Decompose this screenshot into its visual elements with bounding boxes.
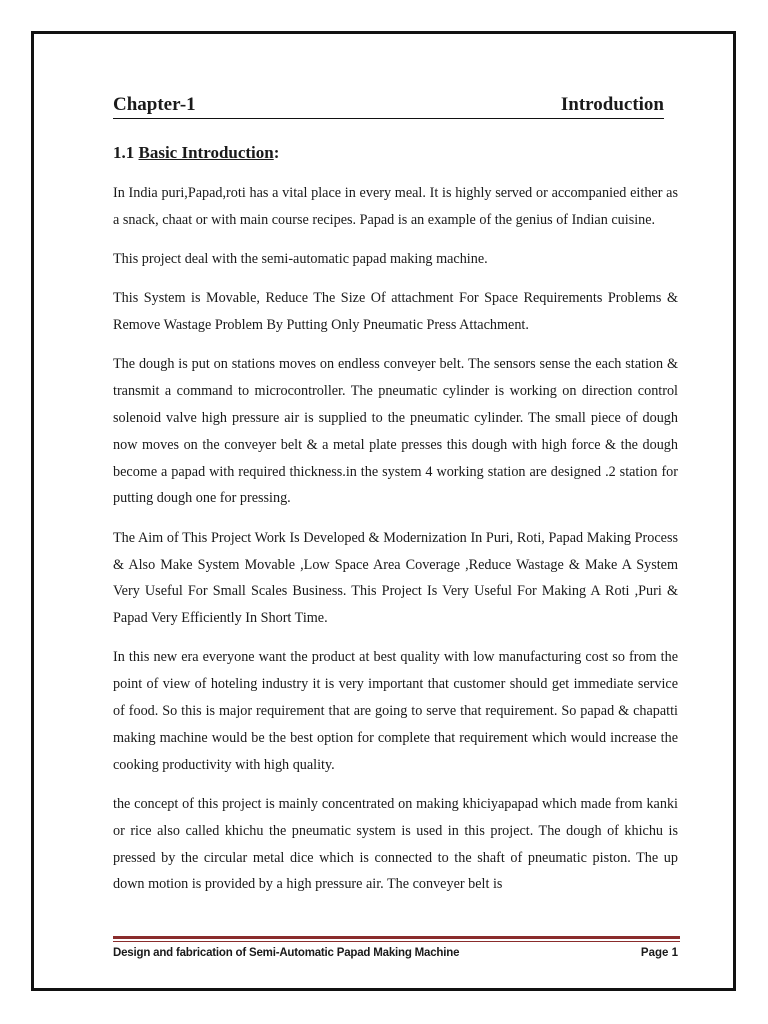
paragraph: The dough is put on stations moves on endless conveyer belt. The sensors sense the each station & transmit a command to microcontroller. The pneumatic cylinder is working on direction control solenoid valve high pressure air is supplied to the pneumatic cylinder. The small piece of dough now moves on the conveyer belt & a metal plate presses this dough with high force & the dough become a papad with required thickness.in the system 4 working station are designed .2 station for putting dough one for pressing.: [113, 356, 678, 507]
section-title: [113, 141, 279, 165]
chapter-title: Introduction: [560, 94, 664, 115]
paragraph: In this new era everyone want the product at best quality with low manufacturing cost so from the point of view of hoteling industry it is very important that customer should get immediate service of food. So this is major requirement that are going to serve that requirement. So papad & chapatti making machine would be the best option for complete that requirement which would increase the cooking productivity with high quality.: [113, 649, 678, 773]
chapter-heading: [113, 92, 664, 119]
paragraph: The Aim of This Project Work Is Developed & Modernization In Puri, Roti, Papad Making Process & Also Make System Movable ,Low Space Area Coverage ,Reduce Wastage & Make A System Very Useful For Small Scales Business. This Project Is Very Useful For Making A Roti ,Puri & Papad Very Efficiently In Short Time.: [113, 529, 678, 627]
paragraph: This project deal with the semi-automatic papad making machine.: [113, 251, 488, 268]
paragraph: This System is Movable, Reduce The Size Of attachment For Space Requirements Problems & Remove Wastage Problem By Putting Only Pneumatic Press Attachment.: [113, 290, 678, 334]
footer-page-number: Page 1: [640, 947, 678, 959]
footer-document-title: Design and fabrication of Semi-Automatic Papad Making Machine: [113, 947, 460, 959]
paragraph: In India puri,Papad,roti has a vital place in every meal. It is highly served or accompanied either as a snack, chaat or with main course recipes. Papad is an example of the genius of Indian cuisine.: [113, 185, 678, 228]
chapter-label: Chapter-1: [113, 94, 196, 115]
section-title-text: Basic Introduction: [138, 143, 274, 162]
footer-divider-thin: [113, 941, 680, 942]
body-text: [113, 180, 678, 898]
footer-divider-thick: [113, 936, 680, 939]
section-number: 1.1: [113, 143, 139, 162]
section-colon: :: [273, 143, 280, 162]
paragraph: the concept of this project is mainly concentrated on making khiciyapapad which made from kanki or rice also called khichu the pneumatic system is used in this project. The dough of khichu is pressed by the circular metal dice which is connected to the shaft of pneumatic piston. The up down motion is provided by a high pressure air. The conveyer belt is: [113, 795, 678, 893]
